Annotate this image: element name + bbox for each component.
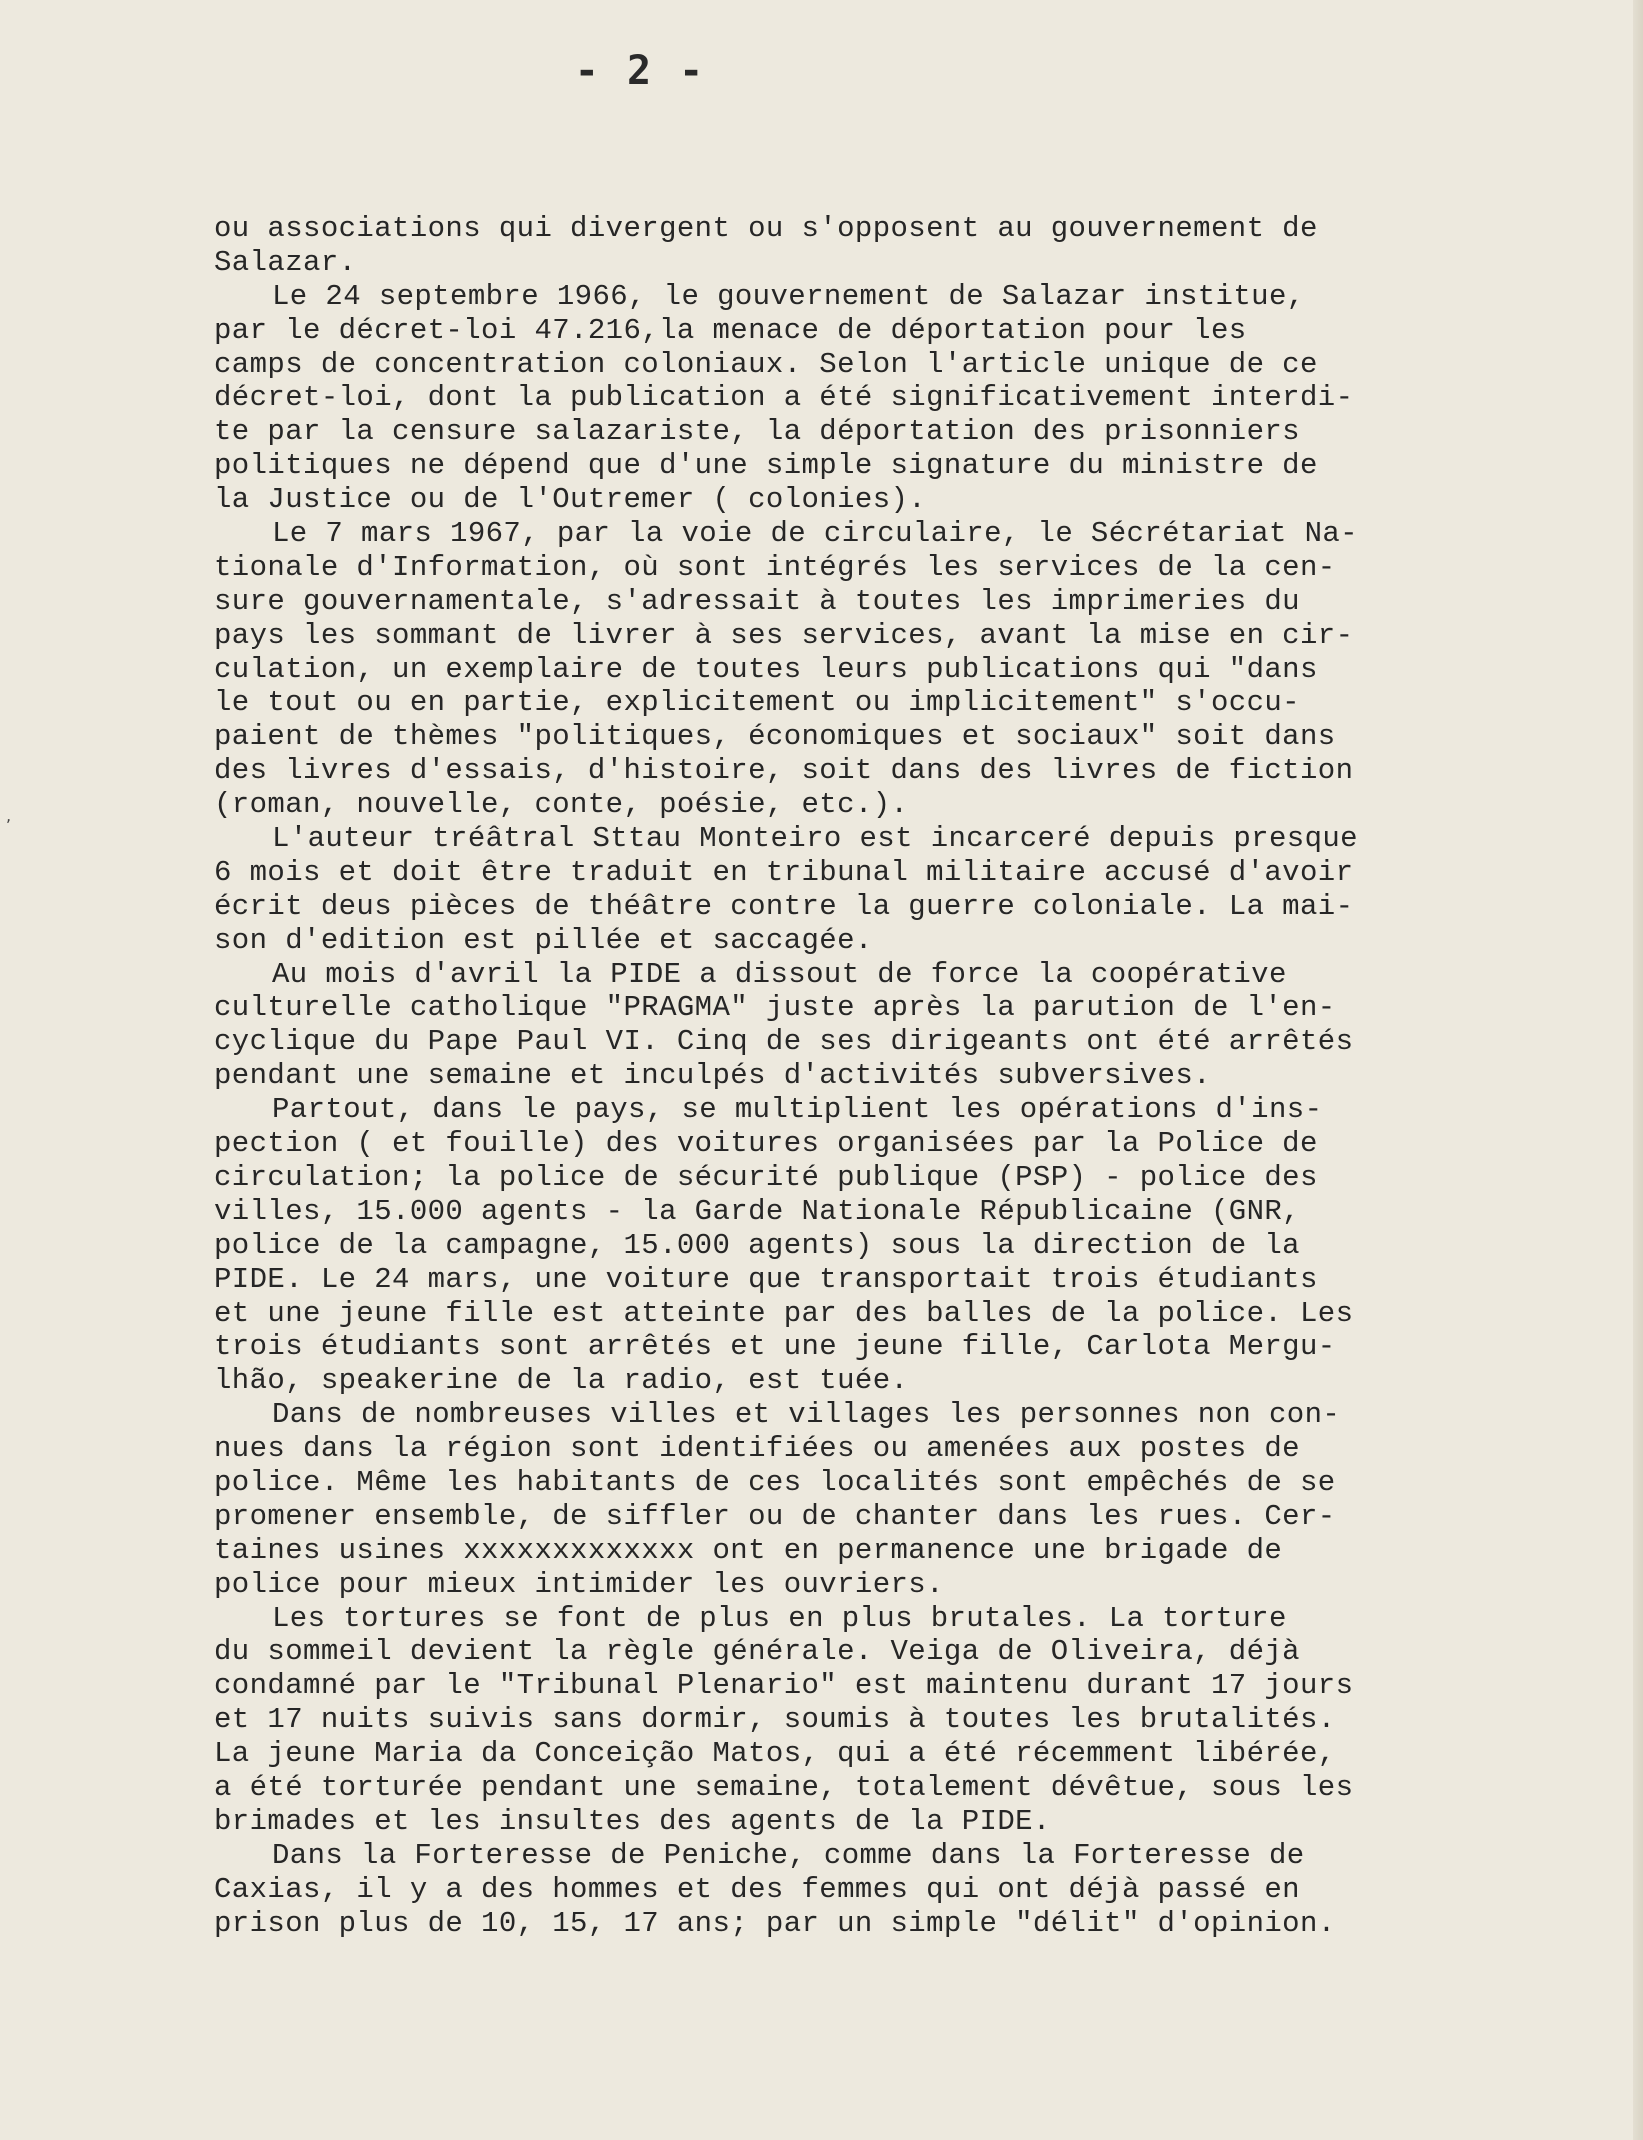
text-line: Au mois d'avril la PIDE a dissout de force la coopérative — [272, 957, 1287, 991]
text-line: PIDE. Le 24 mars, une voiture que transportait trois étudiants — [214, 1262, 1318, 1296]
text-line: écrit deus pièces de théâtre contre la guerre coloniale. La mai- — [214, 889, 1354, 923]
text-line: police. Même les habitants de ces localités sont empêchés de se — [214, 1465, 1336, 1499]
text-line: le tout ou en partie, explicitement ou implicitement" s'occu- — [214, 686, 1300, 720]
text-line: pays les sommant de livrer à ses services, avant la mise en cir- — [214, 618, 1354, 652]
text-line: Dans de nombreuses villes et villages les personnes non con- — [272, 1398, 1341, 1432]
text-line: décret-loi, dont la publication a été significativement interdi- — [214, 381, 1354, 415]
text-line: police pour mieux intimider les ouvriers. — [214, 1567, 944, 1601]
text-line: taines usines xxxxxxxxxxxxx ont en permanence une brigade de — [214, 1533, 1283, 1567]
text-line: Partout, dans le pays, se multiplient les opérations d'ins- — [272, 1093, 1323, 1127]
text-line: lhão, speakerine de la radio, est tuée. — [214, 1364, 909, 1398]
text-line: villes, 15.000 agents - la Garde Nationale Républicaine (GNR, — [214, 1194, 1300, 1228]
text-line: te par la censure salazariste, la déportation des prisonniers — [214, 415, 1300, 449]
text-line: circulation; la police de sécurité publique (PSP) - police des — [214, 1160, 1318, 1194]
text-line: Le 7 mars 1967, par la voie de circulaire, le Sécrétariat Na- — [272, 517, 1358, 551]
text-line: (roman, nouvelle, conte, poésie, etc.). — [214, 788, 909, 822]
text-line: et 17 nuits suivis sans dormir, soumis à toutes les brutalités. — [214, 1703, 1336, 1737]
text-line: cyclique du Pape Paul VI. Cinq de ses dirigeants ont été arrêtés — [214, 1025, 1354, 1059]
margin-mark: , — [6, 806, 12, 825]
text-line: tionale d'Information, où sont intégrés les services de la cen- — [214, 550, 1336, 584]
text-line: la Justice ou de l'Outremer ( colonies). — [214, 483, 927, 517]
text-line: 6 mois et doit être traduit en tribunal militaire accusé d'avoir — [214, 855, 1354, 889]
text-line: Caxias, il y a des hommes et des femmes qui ont déjà passé en — [214, 1872, 1300, 1906]
text-line: police de la campagne, 15.000 agents) sous la direction de la — [214, 1228, 1300, 1262]
text-line: du sommeil devient la règle générale. Veiga de Oliveira, déjà — [214, 1635, 1300, 1669]
text-line: politiques ne dépend que d'une simple signature du ministre de — [214, 449, 1318, 483]
text-line: Les tortures se font de plus en plus brutales. La torture — [272, 1601, 1287, 1635]
text-line: La jeune Maria da Conceição Matos, qui a été récemment libérée, — [214, 1737, 1336, 1771]
text-line: pendant une semaine et inculpés d'activités subversives. — [214, 1059, 1211, 1093]
text-line: Le 24 septembre 1966, le gouvernement de Salazar institue, — [272, 279, 1305, 313]
text-line: des livres d'essais, d'histoire, soit dans des livres de fiction — [214, 754, 1354, 788]
text-line: Salazar. — [214, 245, 357, 279]
text-line: condamné par le "Tribunal Plenario" est maintenu durant 17 jours — [214, 1669, 1354, 1703]
text-line: camps de concentration coloniaux. Selon l'article unique de ce — [214, 347, 1318, 381]
text-line: a été torturée pendant une semaine, totalement dévêtue, sous les — [214, 1770, 1354, 1804]
text-line: trois étudiants sont arrêtés et une jeune fille, Carlota Mergu- — [214, 1330, 1336, 1364]
text-line: paient de thèmes "politiques, économiques et sociaux" soit dans — [214, 720, 1336, 754]
text-line: sure gouvernamentale, s'adressait à toutes les imprimeries du — [214, 584, 1300, 618]
text-line: par le décret-loi 47.216,la menace de déportation pour les — [214, 313, 1247, 347]
text-line: Dans la Forteresse de Peniche, comme dans la Forteresse de — [272, 1838, 1305, 1872]
text-line: et une jeune fille est atteinte par des balles de la police. Les — [214, 1296, 1354, 1330]
text-line: brimades et les insultes des agents de la PIDE. — [214, 1804, 1051, 1838]
text-line: ou associations qui divergent ou s'opposent au gouvernement de — [214, 212, 1318, 245]
text-line: L'auteur tréâtral Sttau Monteiro est incarceré depuis presque — [272, 822, 1358, 856]
text-line: pection ( et fouille) des voitures organisées par la Police de — [214, 1127, 1318, 1161]
scan-edge — [1633, 0, 1643, 2140]
text-line: son d'edition est pillée et saccagée. — [214, 923, 873, 957]
text-line: prison plus de 10, 15, 17 ans; par un simple "délit" d'opinion. — [214, 1906, 1336, 1940]
text-line: promener ensemble, de siffler ou de chanter dans les rues. Cer- — [214, 1499, 1336, 1533]
text-line: culturelle catholique "PRAGMA" juste après la parution de l'en- — [214, 991, 1336, 1025]
page-number: - 2 - — [574, 48, 706, 94]
text-line: nues dans la région sont identifiées ou amenées aux postes de — [214, 1432, 1300, 1466]
document-body — [214, 212, 1506, 1940]
text-line: culation, un exemplaire de toutes leurs publications qui "dans — [214, 652, 1318, 686]
